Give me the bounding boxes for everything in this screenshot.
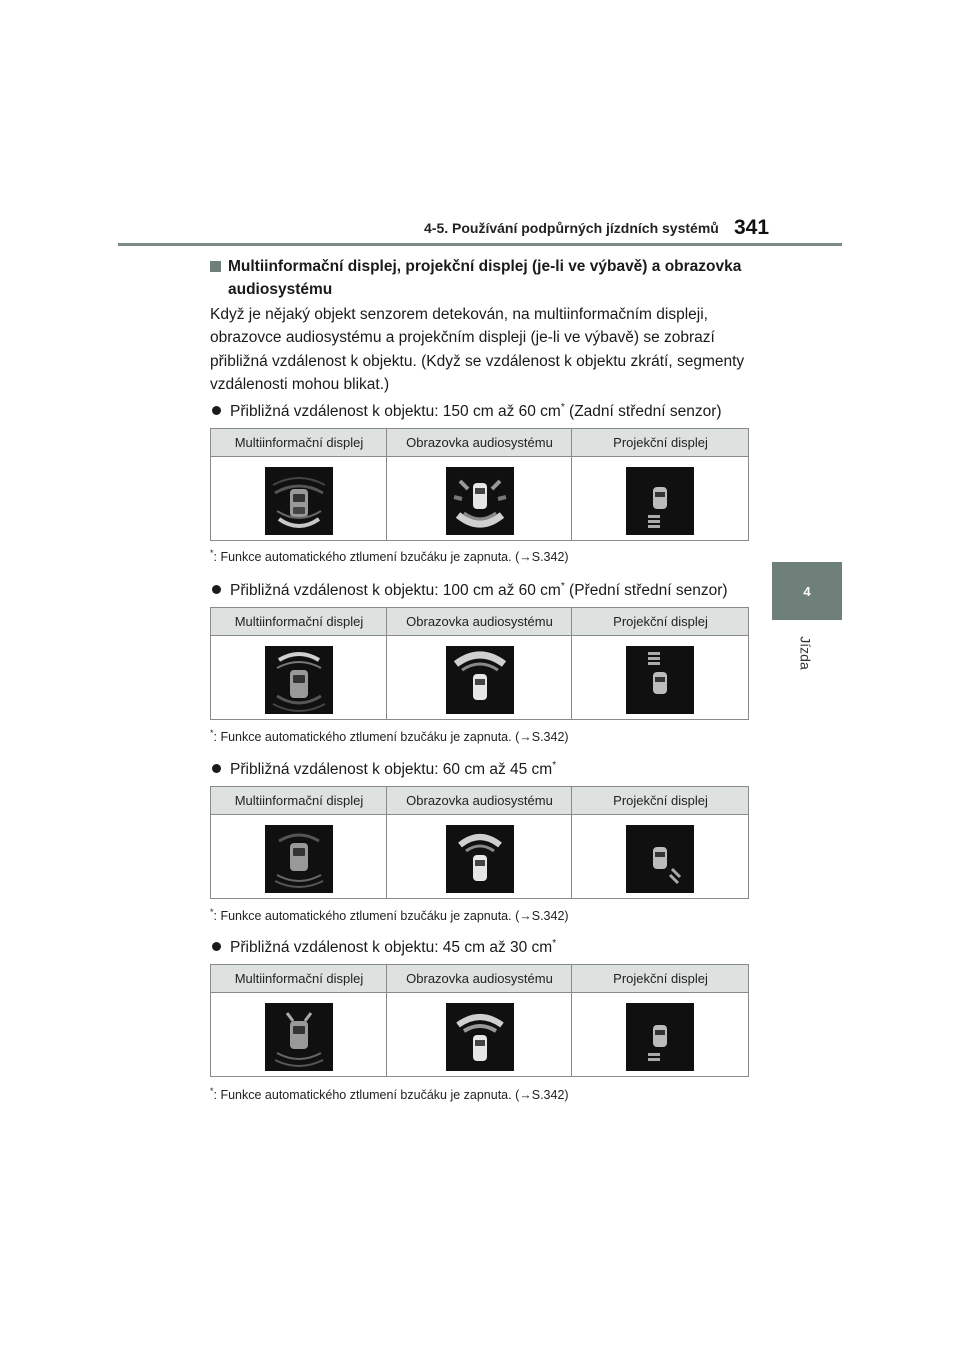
projection-display-image xyxy=(626,646,694,714)
display-table xyxy=(210,607,749,720)
bullet-text: Přibližná vzdálenost k objektu: 45 cm až 30 cm xyxy=(230,939,553,957)
header-multiinfo: Multiinformační displej xyxy=(234,435,364,450)
audio-cell xyxy=(387,993,571,1077)
display-table xyxy=(210,428,749,541)
projection-display-image xyxy=(626,1003,694,1071)
multiinfo-cell xyxy=(211,636,386,720)
projection-cell xyxy=(572,636,749,720)
header-divider xyxy=(118,243,842,246)
footnote-text: : Funkce automatického ztlumení bzučáku je zapnuta. (→S.342) xyxy=(213,909,569,924)
audio-cell xyxy=(387,457,571,541)
projection-display-image xyxy=(626,467,694,535)
multiinfo-cell xyxy=(211,993,386,1077)
asterisk: * xyxy=(560,402,565,413)
bullet-item xyxy=(210,756,770,780)
intro-paragraph: Když je nějaký objekt senzorem detekován, na multiinformačním displeji, obrazovce audiosystému a projekčním displeji (je-li ve výbavě) se zobrazí přibližná vzdálenost k objektu. (Když se vzdálenost k objektu zkrátí, segmenty vzdálenosti mohou blikat.) xyxy=(210,306,745,393)
header-projection: Projekční displej xyxy=(613,435,708,450)
footnote-mark: * xyxy=(210,728,214,738)
bullet-suffix: (Přední střední senzor) xyxy=(564,582,728,600)
bullet-text: Přibližná vzdálenost k objektu: 150 cm až 60 cm xyxy=(230,403,561,421)
multiinfo-display-image xyxy=(265,825,333,893)
header-audio: Obrazovka audiosystému xyxy=(406,614,553,629)
bullet-dot-icon xyxy=(212,942,221,951)
header-multiinfo: Multiinformační displej xyxy=(234,971,364,986)
display-table xyxy=(210,786,749,899)
asterisk: * xyxy=(560,581,565,592)
chapter-number: 4 xyxy=(803,583,811,599)
footnote xyxy=(210,907,569,923)
audio-display-image xyxy=(446,467,514,535)
asterisk: * xyxy=(552,760,557,771)
header-audio: Obrazovka audiosystému xyxy=(406,435,553,450)
multiinfo-cell xyxy=(211,815,386,899)
multiinfo-display-image xyxy=(265,646,333,714)
projection-display-image xyxy=(626,825,694,893)
bullet-item xyxy=(210,577,770,601)
header-audio: Obrazovka audiosystému xyxy=(406,793,553,808)
audio-display-image xyxy=(446,825,514,893)
header-multiinfo: Multiinformační displej xyxy=(234,793,364,808)
multiinfo-display-image xyxy=(265,467,333,535)
projection-cell xyxy=(572,815,749,899)
chapter-label-text: Jízda xyxy=(798,636,814,670)
bullet-item xyxy=(210,934,770,958)
footnote-mark: * xyxy=(210,907,214,917)
bullet-item xyxy=(210,398,770,422)
header-audio: Obrazovka audiosystému xyxy=(406,971,553,986)
multiinfo-cell xyxy=(211,457,386,541)
footnote-text: : Funkce automatického ztlumení bzučáku je zapnuta. (→S.342) xyxy=(213,730,569,745)
footnote-mark: * xyxy=(210,1086,214,1096)
bullet-dot-icon xyxy=(212,585,221,594)
multiinfo-display-image xyxy=(265,1003,333,1071)
footnote-text: : Funkce automatického ztlumení bzučáku je zapnuta. (→S.342) xyxy=(213,1088,569,1103)
bullet-dot-icon xyxy=(212,764,221,773)
audio-cell xyxy=(387,636,571,720)
footnote xyxy=(210,1086,569,1102)
audio-cell xyxy=(387,815,571,899)
chapter-tab xyxy=(772,562,842,620)
footnote xyxy=(210,728,569,744)
asterisk: * xyxy=(552,938,557,949)
header-multiinfo: Multiinformační displej xyxy=(234,614,364,629)
section-heading xyxy=(210,255,770,301)
page-number: 341 xyxy=(734,216,770,239)
bullet-suffix: (Zadní střední senzor) xyxy=(564,403,722,421)
bullet-dot-icon xyxy=(212,406,221,415)
section-heading-text: Multiinformační displej, projekční displej (je-li ve výbavě) a obrazovka audiosystému xyxy=(228,258,742,298)
heading-square-icon xyxy=(210,261,221,272)
header-projection: Projekční displej xyxy=(613,614,708,629)
header-projection: Projekční displej xyxy=(613,793,708,808)
bullet-text: Přibližná vzdálenost k objektu: 100 cm až 60 cm xyxy=(230,582,561,600)
header-projection: Projekční displej xyxy=(613,971,708,986)
display-table xyxy=(210,964,749,1077)
chapter-label xyxy=(781,628,831,678)
footnote xyxy=(210,548,569,564)
footnote-text: : Funkce automatického ztlumení bzučáku je zapnuta. (→S.342) xyxy=(213,550,569,565)
footnote-mark: * xyxy=(210,548,214,558)
running-header-title: 4-5. Používání podpůrných jízdních systémů xyxy=(424,220,719,236)
bullet-text: Přibližná vzdálenost k objektu: 60 cm až 45 cm xyxy=(230,761,553,779)
audio-display-image xyxy=(446,646,514,714)
projection-cell xyxy=(572,993,749,1077)
projection-cell xyxy=(572,457,749,541)
audio-display-image xyxy=(446,1003,514,1071)
